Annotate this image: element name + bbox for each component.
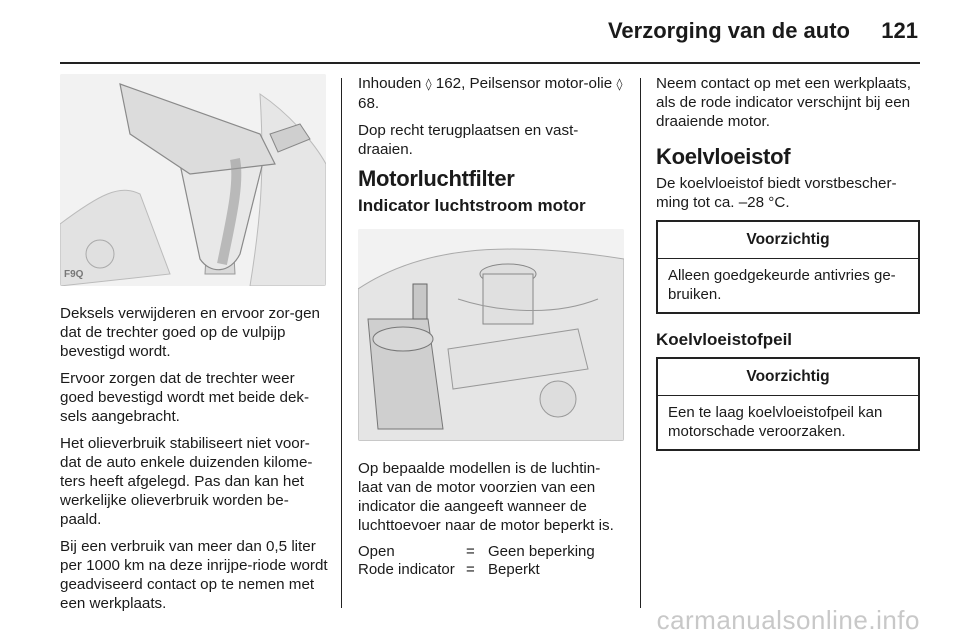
paragraph: Het olieverbruik stabiliseert niet voor-dat de auto enkele duizenden kilome-ters heeft afgelegd. Pas dan kan het werkelijke olieverbruik worden be-paald. [60,435,313,528]
ref-text: Inhouden [358,75,422,92]
paragraph: Dop recht terugplaatsen en vast-draaien. [358,122,579,158]
column-1 [60,74,330,621]
caution-title: Voorzichtig [658,359,918,396]
caution-text: Een te laag koelvloeistofpeil kan motorschade veroorzaken. [668,404,883,440]
table-row [358,561,595,579]
page-ref-icon: ◊ [425,77,432,91]
caution-text: Alleen goedgekeurde antivries ge-bruiken. [668,267,896,303]
equals-sign: = [466,561,475,578]
indicator-meaning: Beperkt [488,561,540,578]
watermark: carmanualsonline.info [656,605,920,635]
page-number: 121 [881,18,918,43]
ref-page: 162 [435,75,462,92]
paragraph: Deksels verwijderen en ervoor zor-gen dat de trechter goed op de vulpijp bevestigd wordt. [60,305,320,360]
subsection-heading: Koelvloeistofpeil [656,330,793,349]
page-ref-icon: ◊ [616,77,623,91]
engine-illustration [358,229,624,441]
table-row [358,543,595,561]
paragraph: De koelvloeistof biedt vorstbescher-ming tot ca. –28 °C. [656,175,897,211]
column-divider-2 [640,78,641,608]
ref-text: , Peilsensor motor-olie [461,75,613,92]
caution-title: Voorzichtig [658,222,918,259]
column-2 [358,74,624,579]
paragraph: Bij een verbruik van meer dan 0,5 liter per 1000 km na deze inrijpe-riode wordt geadviseerd contact op te nemen met een werkplaats. [60,538,328,612]
column-3 [656,74,920,451]
oil-funnel-drawing [60,74,326,286]
header-rule [60,62,920,64]
funnel-illustration [60,74,326,286]
indicator-table [358,543,595,579]
indicator-meaning: Geen beperking [488,543,595,560]
caution-box [656,220,920,314]
air-intake-drawing [358,229,624,441]
cross-reference [358,74,624,113]
paragraph: Neem contact op met een werkplaats, als de rode indicator verschijnt bij een draaiende motor. [656,75,911,130]
column-divider-1 [341,78,342,608]
indicator-state: Rode indicator [358,561,455,578]
section-heading: Koelvloeistof [656,144,791,169]
equals-sign: = [466,543,475,560]
section-heading: Motorluchtfilter [358,166,515,191]
indicator-state: Open [358,543,395,560]
ref-page: 68. [358,95,380,112]
figure-label: F9Q [64,269,84,280]
caution-box [656,357,920,451]
page-header-title: Verzorging van de auto [607,18,850,43]
subsection-heading: Indicator luchtstroom motor [358,196,586,215]
paragraph: Ervoor zorgen dat de trechter weer goed bevestigd wordt met beide dek-sels aangebracht. [60,370,310,425]
paragraph: Op bepaalde modellen is de luchtin-laat van de motor voorzien van een indicator die aangeeft wanneer de luchttoevoer naar de motor beperkt is. [358,460,614,534]
